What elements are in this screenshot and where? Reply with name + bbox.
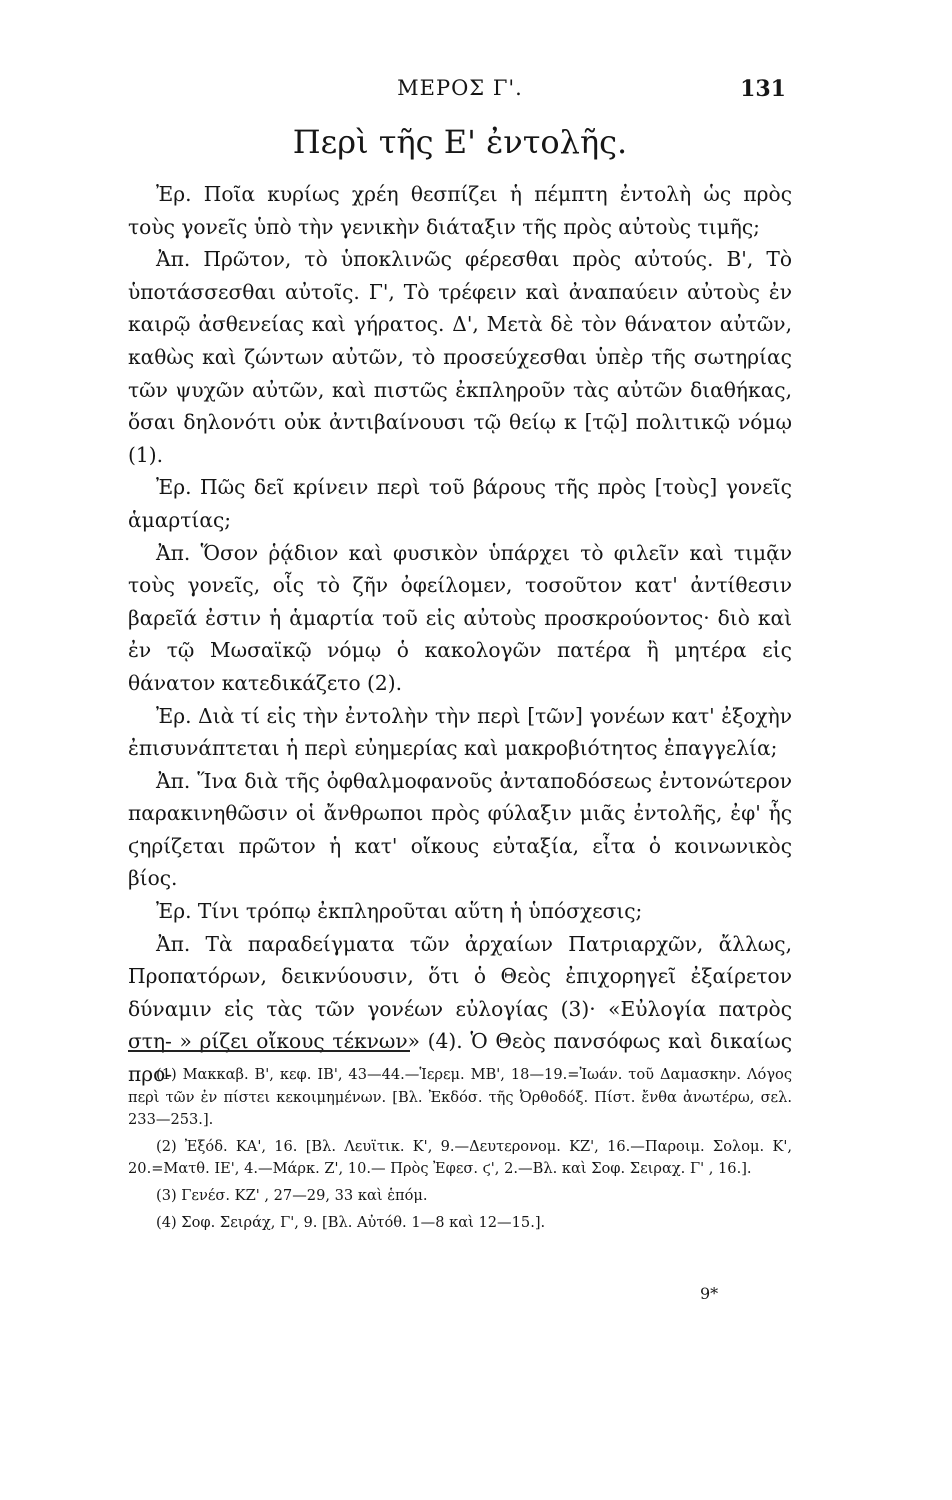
footnotes [128,1064,792,1238]
answer-paragraph: Ἀπ. Πρῶτον, τὸ ὑποκλινῶς φέρεσθαι πρὸς αὐτούς. Β', Τὸ ὑποτάσσεσθαι αὐτοῖς. Γ', Τὸ τρέφειν καὶ ἀναπαύειν αὐτοὺς ἐν καιρῷ ἀσθενείας καὶ γήρατος. Δ', Μετὰ δὲ τὸν θάνατον αὐτῶν, καθὼς καὶ ζώντων αὐτῶν, τὸ προσεύχεσθαι ὑπὲρ τῆς σωτηρίας τῶν ψυχῶν αὐτῶν, καὶ πιστῶς ἐκπληροῦν τὰς αὐτῶν διαθήκας, ὅσαι δηλονότι οὐκ ἀντιβαίνουσι τῷ θείῳ κ [τῷ] πολιτικῷ νόμῳ (1). [128,247,792,467]
section-title: Περὶ τῆς Ε' ἐντολῆς. [292,123,628,161]
answer-paragraph: Ἀπ. Ὅσον ῥᾴδιον καὶ φυσικὸν ὑπάρχει τὸ φιλεῖν καὶ τιμᾷν τοὺς γονεῖς, οἷς τὸ ζῆν ὀφείλομεν, τοσοῦτον κατ' ἀντίθεσιν βαρεῖά ἐστιν ἡ ἁμαρτία τοῦ εἰς αὐτοὺς προσκρούοντος· διὸ καὶ ἐν τῷ Μωσαϊκῷ νόμῳ ὁ κακολογῶν πατέρα ἢ μητέρα εἰς θάνατον κατεδικάζετο (2). [128,540,792,695]
question-paragraph: Ἐρ. Πῶς δεῖ κρίνειν περὶ τοῦ βάρους τῆς πρὸς [τοὺς] γονεῖς ἁμαρτίας; [128,475,792,532]
footnote: (2) Ἐξόδ. ΚΑ', 16. [Βλ. Λευϊτικ. Κ', 9.—Δευτερονομ. ΚΖ', 16.—Παροιμ. Σολομ. Κ', 20.=Ματθ. ΙΕ', 4.—Μάρκ. Ζ', 10.— Πρὸς Ἐφεσ. ϛ', 2.—Βλ. καὶ Σοφ. Σειραχ. Γ' , 16.]. [128,1137,792,1178]
running-head: ΜΕΡΟΣ Γ'. [397,76,523,100]
signature-mark: 9* [700,1284,719,1303]
answer-paragraph: Ἀπ. Τὰ παραδείγματα τῶν ἀρχαίων Πατριαρχῶν, ἄλλως, Προπατόρων, δεικνύουσιν, ὅτι ὁ Θεὸς ἐπιχορηγεῖ ἐξαίρετον δύναμιν εἰς τὰς τῶν γονέων εὐλογίας (3)· «Εὐλογία πατρὸς στη- » ρίζει οἴκους τέκνων» (4). Ὁ Θεὸς πανσόφως καὶ δικαίως προ- [128,931,792,1087]
question-paragraph: Ἐρ. Ποῖα κυρίως χρέη θεσπίζει ἡ πέμπτη ἐντολὴ ὡς πρὸς τοὺς γονεῖς ὑπὸ τὴν γενικὴν διάταξιν τῆς πρὸς αὐτοὺς τιμῆς; [128,182,792,239]
page-number: 131 [740,76,786,102]
footnote: (1) Μακκαβ. Β', κεφ. ΙΒ', 43—44.—Ἱερεμ. ΜΒ', 18—19.=Ἰωάν. τοῦ Δαμασκην. Λόγος περὶ τῶν ἐν πίστει κεκοιμημένων. [Βλ. Ἐκδόσ. τῆς Ὀρθοδόξ. Πίστ. ἔνθα ἀνωτέρω, σελ. 233—253.]. [128,1066,792,1129]
footnote: (4) Σοφ. Σειράχ, Γ', 9. [Βλ. Αὐτόθ. 1—8 καὶ 12—15.]. [156,1213,546,1231]
body-text [128,178,792,1091]
answer-paragraph: Ἀπ. Ἵνα διὰ τῆς ὀφθαλμοφανοῦς ἀνταποδόσεως ἐντονώτερον παρακινηθῶσιν οἱ ἄνθρωποι πρὸς φύλαξιν μιᾶς ἐντολῆς, ἐφ' ἧς ϛηρίζεται πρῶτον ἡ κατ' οἴκους εὐταξία, εἶτα ὁ κοινωνικὸς βίος. [128,768,792,891]
question-paragraph: Ἐρ. Τίνι τρόπῳ ἐκπληροῦται αὕτη ἡ ὑπόσχεσις; [156,899,643,924]
question-paragraph: Ἐρ. Διὰ τί εἰς τὴν ἐντολὴν τὴν περὶ [τῶν] γονέων κατ' ἐξοχὴν ἐπισυνάπτεται ἡ περὶ εὐημερίας καὶ μακροβιότητος ἐπαγγελία; [128,703,792,761]
footnote: (3) Γενέσ. ΚΖ' , 27—29, 33 καὶ ἑπόμ. [156,1186,428,1204]
page-header [128,76,792,110]
footnote-divider [128,1050,410,1052]
